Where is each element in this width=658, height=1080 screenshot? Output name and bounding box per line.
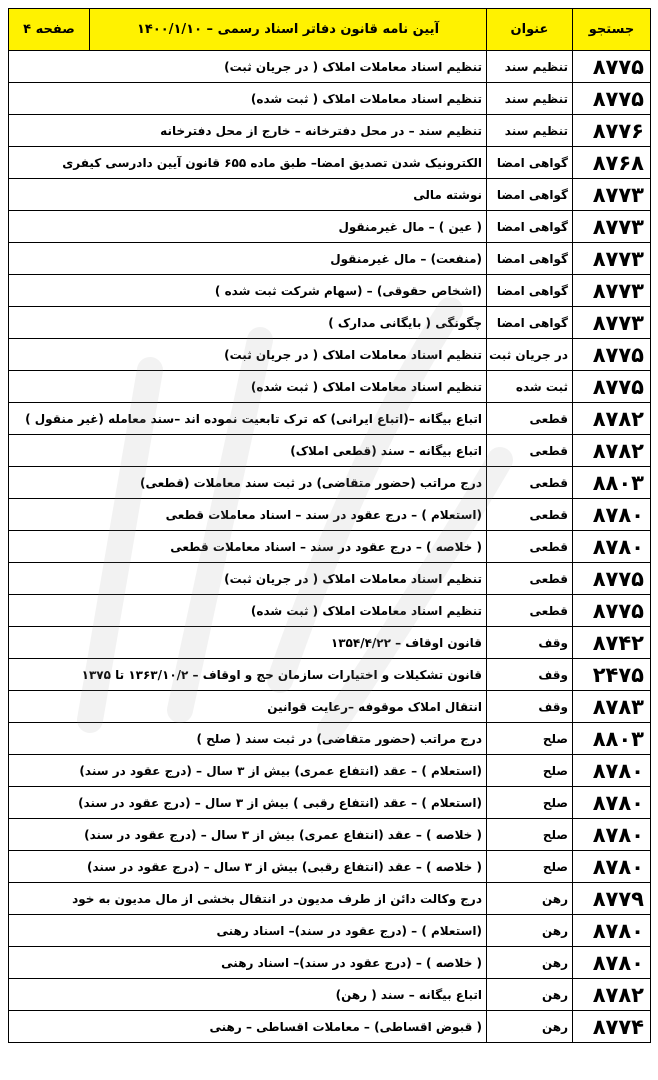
- row-description: تنظیم اسناد معاملات املاک ( در جریان ثبت): [9, 339, 487, 371]
- row-topic: صلح: [487, 787, 573, 819]
- row-description: ( خلاصه ) – درج عقود در سند – اسناد معاملات قطعی: [9, 531, 487, 563]
- table-row: [9, 115, 651, 147]
- table-row: [9, 51, 651, 83]
- row-description: چگونگی ( بایگانی مدارک ): [9, 307, 487, 339]
- row-description: ( خلاصه ) – (درج عقود در سند)– اسناد رهنی: [9, 947, 487, 979]
- index-table: [8, 8, 651, 1043]
- search-number: ۸۸۰۳: [573, 723, 651, 755]
- table-row: [9, 339, 651, 371]
- table-row: [9, 467, 651, 499]
- row-topic: در جریان ثبت: [487, 339, 573, 371]
- row-description: (استعلام ) – عقد (انتفاع رقبی ) بیش از ۳ سال – (درج عقود در سند): [9, 787, 487, 819]
- row-description: ( خلاصه ) – عقد (انتفاع رقبی) بیش از ۳ سال – (درج عقود در سند): [9, 851, 487, 883]
- search-number: ۸۷۸۲: [573, 435, 651, 467]
- table-row: [9, 755, 651, 787]
- row-topic: ثبت شده: [487, 371, 573, 403]
- table-row: [9, 179, 651, 211]
- row-description: قانون اوقاف – ۱۳۵۴/۴/۲۲: [9, 627, 487, 659]
- search-number: ۸۷۸۰: [573, 851, 651, 883]
- table-row: [9, 659, 651, 691]
- row-description: نوشته مالی: [9, 179, 487, 211]
- search-number: ۸۷۷۵: [573, 83, 651, 115]
- search-number: ۸۷۷۵: [573, 563, 651, 595]
- row-description: ( قبوض اقساطی) – معاملات اقساطی – رهنی: [9, 1011, 487, 1043]
- table-row: [9, 307, 651, 339]
- search-number: ۸۷۸۳: [573, 691, 651, 723]
- document-sheet: [8, 8, 650, 1043]
- row-topic: گواهی امضا: [487, 243, 573, 275]
- search-number: ۸۷۷۶: [573, 115, 651, 147]
- table-row: [9, 531, 651, 563]
- search-number: ۸۷۸۰: [573, 947, 651, 979]
- table-row: [9, 275, 651, 307]
- row-topic: قطعی: [487, 595, 573, 627]
- search-number: ۸۸۰۳: [573, 467, 651, 499]
- table-row: [9, 403, 651, 435]
- header-row: [9, 9, 651, 51]
- row-topic: گواهی امضا: [487, 275, 573, 307]
- row-description: تنظیم اسناد معاملات املاک ( ثبت شده): [9, 595, 487, 627]
- row-topic: صلح: [487, 819, 573, 851]
- search-number: ۸۷۷۳: [573, 179, 651, 211]
- document-title: آیین نامه قانون دفاتر اسناد رسمی – ۱۴۰۰/۱/۱۰: [90, 9, 487, 51]
- row-description: تنظیم اسناد معاملات املاک ( در جریان ثبت): [9, 51, 487, 83]
- search-number: ۸۷۷۳: [573, 243, 651, 275]
- row-topic: وقف: [487, 659, 573, 691]
- row-description: قانون تشکیلات و اختیارات سازمان حج و اوقاف – ۱۳۶۳/۱۰/۲ تا ۱۳۷۵: [9, 659, 487, 691]
- row-topic: قطعی: [487, 531, 573, 563]
- row-description: تنظیم سند – در محل دفترخانه – خارج از محل دفترخانه: [9, 115, 487, 147]
- table-row: [9, 211, 651, 243]
- search-number: ۲۴۷۵: [573, 659, 651, 691]
- row-description: درج مراتب (حضور متقاضی) در ثبت سند ( صلح ): [9, 723, 487, 755]
- row-description: (استعلام ) – (درج عقود در سند)– اسناد رهنی: [9, 915, 487, 947]
- row-topic: رهن: [487, 1011, 573, 1043]
- table-row: [9, 819, 651, 851]
- search-number: ۸۷۸۰: [573, 819, 651, 851]
- table-row: [9, 1011, 651, 1043]
- row-description: اتباع بیگانه – سند ( رهن): [9, 979, 487, 1011]
- row-topic: صلح: [487, 723, 573, 755]
- row-topic: تنظیم سند: [487, 51, 573, 83]
- row-description: اتباع بیگانه –(اتباع ایرانی) که ترک تابعیت نموده اند –سند معامله (غیر منقول ): [9, 403, 487, 435]
- search-number: ۸۷۸۰: [573, 915, 651, 947]
- row-topic: صلح: [487, 755, 573, 787]
- table-row: [9, 371, 651, 403]
- search-number: ۸۷۷۵: [573, 371, 651, 403]
- row-topic: گواهی امضا: [487, 179, 573, 211]
- row-topic: وقف: [487, 691, 573, 723]
- search-number: ۸۷۷۵: [573, 339, 651, 371]
- page-number: صفحه ۴: [9, 9, 90, 51]
- search-number: ۸۷۸۰: [573, 531, 651, 563]
- search-number: ۸۷۷۳: [573, 211, 651, 243]
- table-row: [9, 691, 651, 723]
- search-number: ۸۷۸۲: [573, 979, 651, 1011]
- row-description: تنظیم اسناد معاملات املاک ( ثبت شده): [9, 371, 487, 403]
- row-description: ( عین ) – مال غیرمنقول: [9, 211, 487, 243]
- table-row: [9, 563, 651, 595]
- row-topic: تنظیم سند: [487, 115, 573, 147]
- table-row: [9, 723, 651, 755]
- table-row: [9, 595, 651, 627]
- row-description: (منفعت) – مال غیرمنقول: [9, 243, 487, 275]
- row-description: درج مراتب (حضور متقاضی) در ثبت سند معاملات (قطعی): [9, 467, 487, 499]
- table-row: [9, 883, 651, 915]
- row-description: (اشخاص حقوقی) – (سهام شرکت ثبت شده ): [9, 275, 487, 307]
- table-row: [9, 787, 651, 819]
- row-topic: قطعی: [487, 467, 573, 499]
- row-description: انتقال املاک موقوفه –رعایت قوانین: [9, 691, 487, 723]
- table-row: [9, 435, 651, 467]
- row-description: (استعلام ) – عقد (انتفاع عمری) بیش از ۳ سال – (درج عقود در سند): [9, 755, 487, 787]
- search-number: ۸۷۷۵: [573, 51, 651, 83]
- row-topic: تنظیم سند: [487, 83, 573, 115]
- row-description: الکترونیک شدن تصدیق امضا– طبق ماده ۶۵۵ قانون آیین دادرسی کیفری: [9, 147, 487, 179]
- table-row: [9, 499, 651, 531]
- row-topic: وقف: [487, 627, 573, 659]
- search-number: ۸۷۸۲: [573, 403, 651, 435]
- row-topic: گواهی امضا: [487, 211, 573, 243]
- search-number: ۸۷۷۴: [573, 1011, 651, 1043]
- row-topic: قطعی: [487, 499, 573, 531]
- row-topic: گواهی امضا: [487, 307, 573, 339]
- row-description: ( خلاصه ) – عقد (انتفاع عمری) بیش از ۳ سال – (درج عقود در سند): [9, 819, 487, 851]
- row-topic: قطعی: [487, 435, 573, 467]
- search-number: ۸۷۷۹: [573, 883, 651, 915]
- row-description: تنظیم اسناد معاملات املاک ( ثبت شده): [9, 83, 487, 115]
- search-number: ۸۷۸۰: [573, 499, 651, 531]
- search-number: ۸۷۷۵: [573, 595, 651, 627]
- table-row: [9, 147, 651, 179]
- search-number: ۸۷۷۳: [573, 307, 651, 339]
- row-topic: قطعی: [487, 563, 573, 595]
- row-description: اتباع بیگانه – سند (قطعی املاک): [9, 435, 487, 467]
- table-row: [9, 83, 651, 115]
- row-topic: رهن: [487, 947, 573, 979]
- topic-column-header: عنوان: [487, 9, 573, 51]
- search-column-header: جستجو: [573, 9, 651, 51]
- search-number: ۸۷۴۲: [573, 627, 651, 659]
- table-row: [9, 851, 651, 883]
- row-description: (استعلام ) – درج عقود در سند – اسناد معاملات قطعی: [9, 499, 487, 531]
- search-number: ۸۷۸۰: [573, 755, 651, 787]
- table-row: [9, 979, 651, 1011]
- search-number: ۸۷۷۳: [573, 275, 651, 307]
- row-topic: گواهی امضا: [487, 147, 573, 179]
- row-topic: رهن: [487, 979, 573, 1011]
- row-topic: رهن: [487, 883, 573, 915]
- row-topic: رهن: [487, 915, 573, 947]
- row-topic: قطعی: [487, 403, 573, 435]
- row-description: تنظیم اسناد معاملات املاک ( در جریان ثبت): [9, 563, 487, 595]
- table-row: [9, 915, 651, 947]
- table-row: [9, 243, 651, 275]
- row-topic: صلح: [487, 851, 573, 883]
- search-number: ۸۷۶۸: [573, 147, 651, 179]
- table-row: [9, 947, 651, 979]
- table-row: [9, 627, 651, 659]
- search-number: ۸۷۸۰: [573, 787, 651, 819]
- row-description: درج وکالت دائن از طرف مدیون در انتقال بخشی از مال مدیون به خود: [9, 883, 487, 915]
